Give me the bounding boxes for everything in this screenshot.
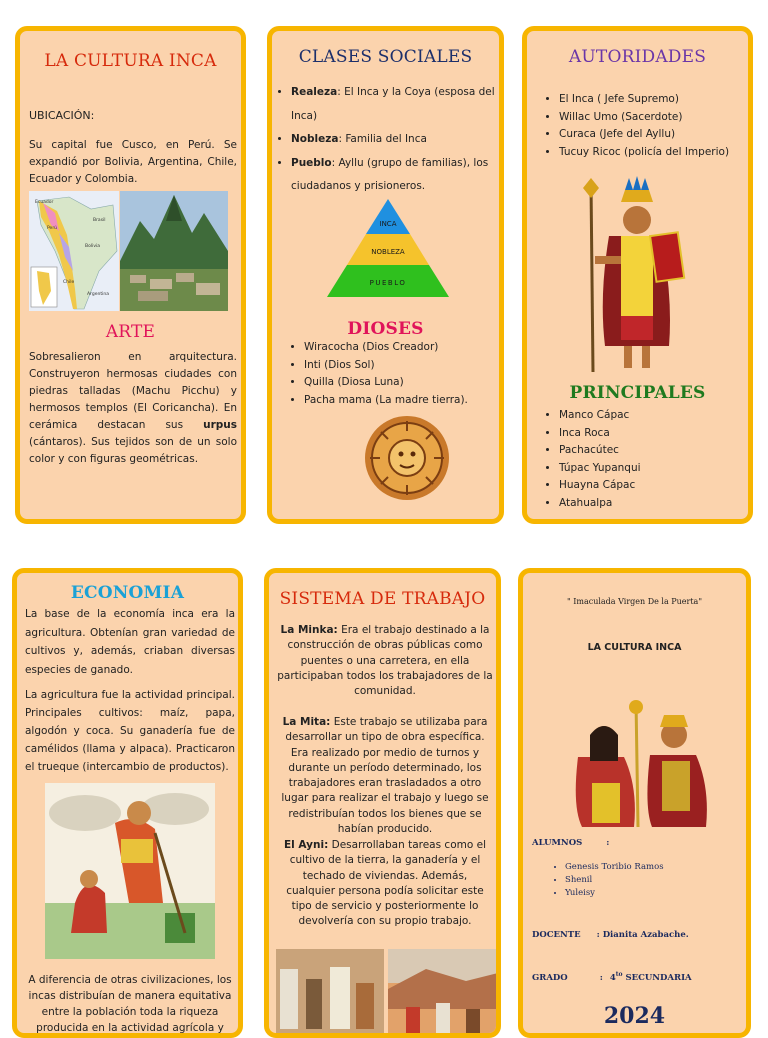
list-item: • El Inca ( Jefe Supremo): [559, 91, 753, 109]
list-item: [291, 128, 503, 152]
list-item: • Atahualpa: [559, 495, 753, 513]
panel-sistema-trabajo: [264, 568, 501, 1038]
panel-cultura-inca: [15, 26, 246, 524]
main-title: PRINCIPALES: [569, 383, 706, 403]
list-item: [291, 152, 503, 199]
map-label: Ecuador: [35, 200, 54, 205]
panel-title: SISTEMA DE TRABAJO: [279, 589, 486, 609]
map-image: [29, 191, 119, 311]
list-item: • Huayna Cápac: [559, 477, 753, 495]
work-item: [277, 623, 493, 699]
panel-clases-sociales: [267, 26, 504, 524]
farmers-image: [45, 783, 215, 959]
map-label: Perú: [47, 226, 58, 231]
class-desc: : El Inca y la Coya (esposa del Inca): [291, 86, 495, 122]
art-bold: urpus: [203, 419, 237, 431]
students-list: [547, 861, 751, 900]
pyramid-label: INCA: [379, 220, 397, 228]
panel-portada: [518, 568, 751, 1038]
work-item: [277, 715, 493, 837]
main-list: [541, 407, 753, 512]
art-title: ARTE: [105, 322, 156, 342]
panel-title: CLASES SOCIALES: [298, 47, 473, 67]
list-item: • Inti (Dios Sol): [304, 357, 504, 375]
list-item: • Tucuy Ricoc (policía del Imperio): [559, 144, 753, 162]
school-name: " Imaculada Virgen De la Puerta": [566, 597, 703, 606]
class-term: Realeza: [291, 86, 338, 98]
students-colon: :: [606, 838, 610, 848]
sun-disk-image: [362, 415, 452, 501]
panel-title: LA CULTURA INCA: [44, 51, 217, 71]
grade-label: GRADO: [532, 972, 568, 983]
art-text-part: Sobresalieron en arquitectura. Construyeron hermosas ciudades con piedras talladas (Machu Picchu) y hermosos templos (El Coricancha). En cerámica destacan sus: [29, 351, 237, 431]
map-label: Brasil: [93, 218, 106, 223]
gods-title: DIOSES: [347, 319, 424, 339]
work-desc: Era el trabajo destinado a la construcción de obras públicas como puentes o una carretera, en ella participaban todos los trabajadores de la comunidad.: [277, 624, 493, 698]
economy-paragraph: A diferencia de otras civilizaciones, los incas distribuían de manera equitativa entre la población toda la riqueza producida en la actividad agrícola y: [28, 974, 232, 1034]
economy-paragraph: La base de la economía inca era la agricultura. Obtenían gran variedad de cultivos y, además, criaban diversas especies de ganado.: [25, 608, 235, 676]
list-item: • Túpac Yupanqui: [559, 460, 753, 478]
inca-warrior-image: [569, 176, 699, 376]
teacher-row: [532, 927, 689, 944]
grade-colon: :: [599, 972, 603, 983]
inca-couple-image: [564, 697, 716, 831]
class-desc: : Ayllu (grupo de familias), los ciudadanos y prisioneros.: [291, 156, 489, 192]
class-term: Pueblo: [291, 156, 332, 169]
work-term: El Ayni:: [284, 839, 329, 851]
students-label: [532, 835, 609, 852]
panel-title: AUTORIDADES: [568, 47, 707, 67]
economy-paragraph: La agricultura fue la actividad principal. Principales cultivos: maíz, papa, algodón y coca. Su ganadería fue de camélidos (llama y alpaca). Practicaron el trueque (intercambio de productos).: [25, 689, 235, 773]
year: 2024: [603, 1003, 666, 1029]
list-item: • Manco Cápac: [559, 407, 753, 425]
class-desc: : Familia del Inca: [338, 133, 427, 145]
social-pyramid: [325, 197, 451, 299]
list-item: • Wiracocha (Dios Creador): [304, 339, 504, 357]
teacher-name: : Dianita Azabache.: [596, 930, 689, 940]
grade-sup: to: [615, 971, 623, 978]
work-term: La Mita:: [282, 716, 331, 728]
list-item: [291, 81, 503, 128]
map-label: Argentina: [87, 292, 109, 297]
panel-economia: [12, 568, 243, 1038]
art-text-part: (cántaros). Sus tejidos son de un solo color y con figuras geométricas.: [29, 436, 237, 465]
machu-picchu-image: [120, 191, 228, 311]
map-label: Bolivia: [85, 244, 101, 249]
panel-autoridades: [522, 26, 753, 524]
map-label: Chile: [63, 280, 75, 285]
class-term: Nobleza: [291, 133, 339, 145]
workers-image: [276, 949, 498, 1038]
cover-title: LA CULTURA INCA: [587, 642, 682, 653]
location-label: UBICACIÓN:: [29, 109, 95, 122]
gods-list: [286, 339, 504, 409]
pyramid-label: NOBLEZA: [371, 248, 405, 256]
grade-number: 4: [609, 972, 616, 983]
pyramid-label: PUEBLO: [369, 279, 407, 287]
grade-text: SECUNDARIA: [622, 972, 692, 983]
work-desc: Este trabajo se utilizaba para desarrollar un tipo de obra específica. Era realizado por medio de turnos y durante un período determinado, los trabajadores eran trasladados a otro lugar para realizar el trabajo y luego se redistribuían todos los bienes que se habían producido.: [281, 716, 489, 836]
list-item: • Shenil: [565, 874, 751, 887]
work-term: La Minka:: [280, 624, 338, 636]
list-item: • Pacha mama (La madre tierra).: [304, 392, 504, 410]
art-text: [29, 349, 237, 468]
social-classes-list: [279, 81, 503, 199]
list-item: • Yuleisy: [565, 887, 751, 900]
grade-row: [532, 966, 692, 987]
panel-title: ECONOMIA: [70, 583, 185, 603]
list-item: • Curaca (Jefe del Ayllu): [559, 126, 753, 144]
list-item: • Inca Roca: [559, 425, 753, 443]
authorities-list: [541, 91, 753, 161]
work-item: [277, 838, 493, 930]
list-item: • Pachacútec: [559, 442, 753, 460]
list-item: • Quilla (Diosa Luna): [304, 374, 504, 392]
teacher-label: DOCENTE: [532, 930, 581, 940]
students-label-text: ALUMNOS: [532, 838, 583, 848]
work-desc: Desarrollaban tareas como el cultivo de la tierra, la ganadería y el techado de viviendas. Además, cualquier persona podía solicitar este tipo de servicio y posteriormente lo devolvería con su propio trabajo.: [286, 839, 486, 928]
list-item: • Genesis Toribio Ramos: [565, 861, 751, 874]
location-text: Su capital fue Cusco, en Perú. Se expandió por Bolivia, Argentina, Chile, Ecuador y Colombia.: [29, 139, 237, 185]
list-item: • Willac Umo (Sacerdote): [559, 109, 753, 127]
